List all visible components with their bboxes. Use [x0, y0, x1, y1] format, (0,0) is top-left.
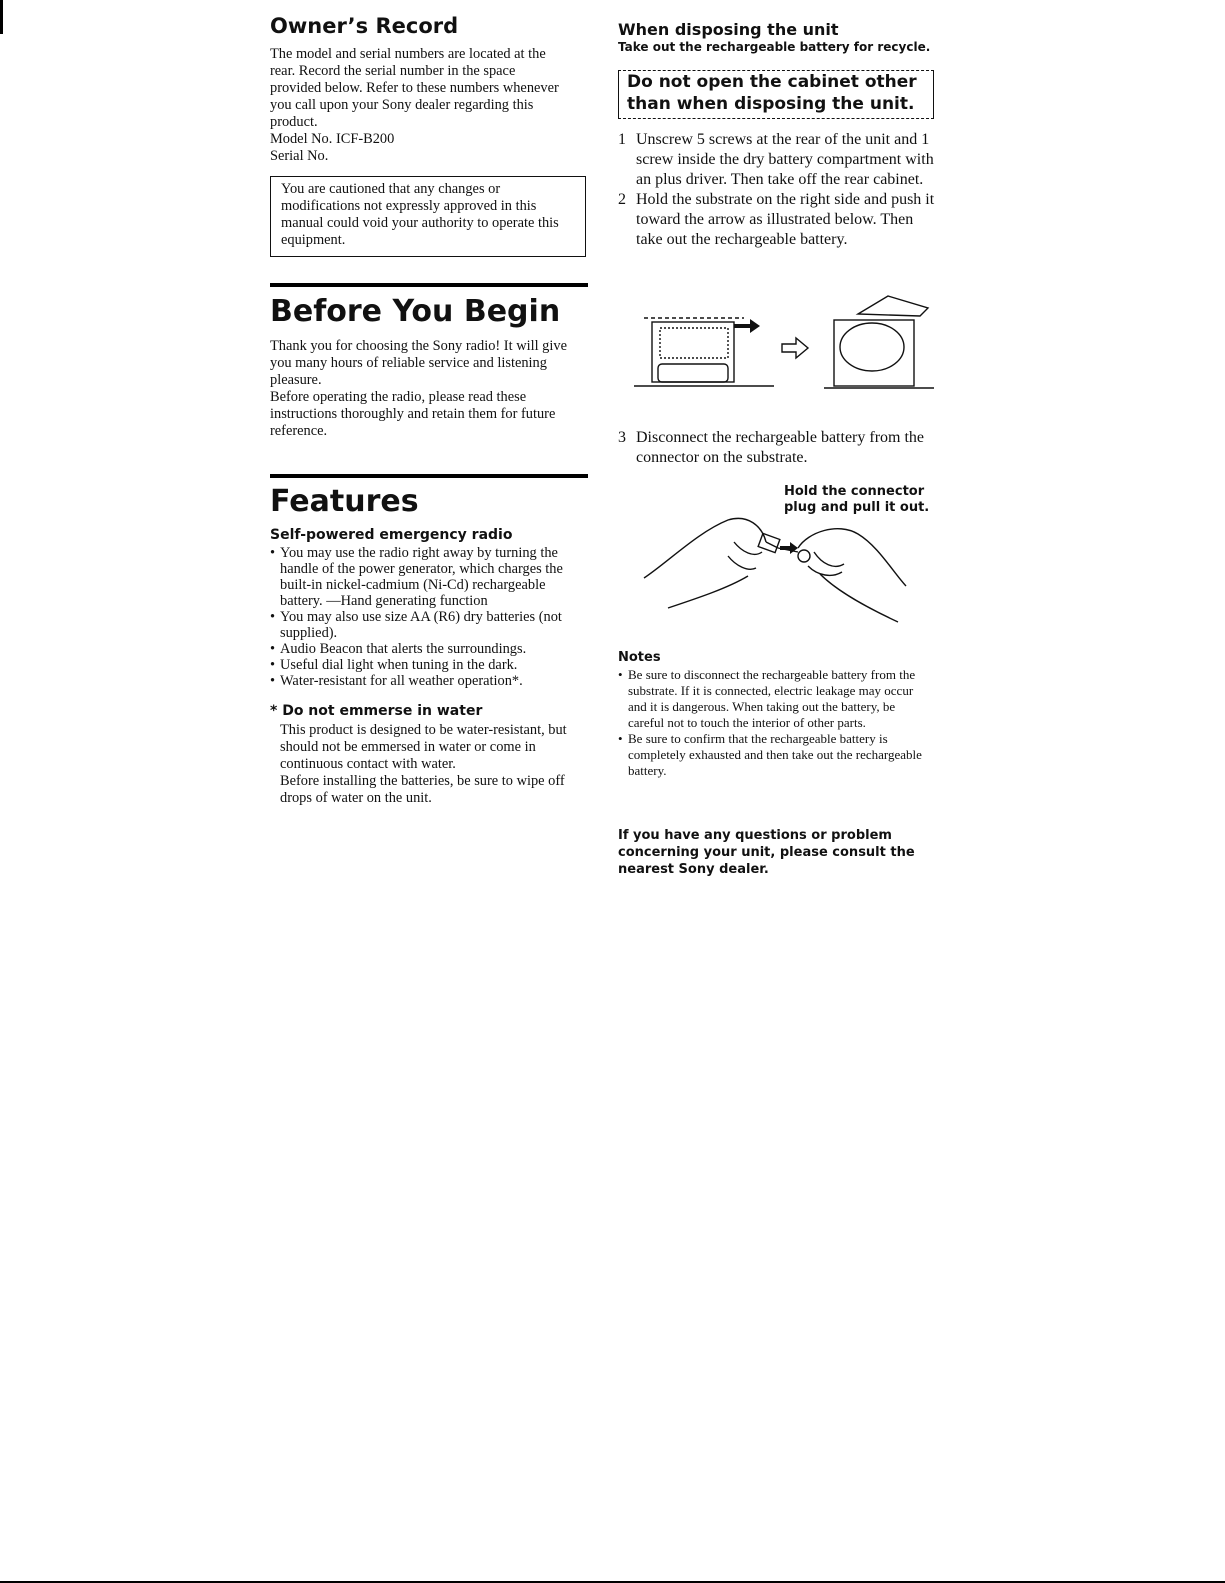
connector-hands-illustration: [638, 512, 918, 632]
features-list: [270, 545, 584, 689]
contact-dealer-text: If you have any questions or problem concerning your unit, please consult the nearest Sony dealer.: [618, 828, 915, 877]
model-number: Model No. ICF-B200: [270, 131, 395, 147]
figure-caption: Hold the connector plug and pull it out.: [784, 484, 930, 515]
before-you-begin-p1: Thank you for choosing the Sony radio! It will give you many hours of reliable service and listening pleasure.: [270, 338, 567, 388]
disposal-heading: When disposing the unit: [618, 20, 839, 39]
scan-edge-mark: [0, 0, 3, 34]
cabinet-warning-box: [618, 70, 934, 119]
caution-text: You are cautioned that any changes or modifications not expressly approved in this manual could void your authority to operate this equipment.: [281, 181, 559, 248]
cabinet-warning-text: Do not open the cabinet other than when disposing the unit.: [627, 72, 917, 114]
serial-number-label: Serial No.: [270, 148, 329, 164]
emmerse-p1: This product is designed to be water-resistant, but should not be emmersed in water or come in continuous contact with water.: [280, 722, 567, 772]
notes-heading: Notes: [618, 650, 661, 665]
feature-item: • You may also use size AA (R6) dry batteries (not supplied).: [270, 609, 584, 641]
feature-item: • Water-resistant for all weather operation*.: [270, 673, 584, 689]
disposal-subheading: Take out the rechargeable battery for recycle.: [618, 40, 931, 54]
step-text: Unscrew 5 screws at the rear of the unit and 1 screw inside the dry battery compartment with an plus driver. Then take off the rear cabinet.: [636, 131, 934, 188]
step-item: [618, 428, 940, 468]
step-text: Disconnect the rechargeable battery from the connector on the substrate.: [636, 429, 925, 466]
before-you-begin-p2: Before operating the radio, please read these instructions thoroughly and retain them for future reference.: [270, 389, 556, 439]
step-item: [618, 190, 940, 250]
step-number: 2: [618, 191, 626, 208]
features-subheading: Self-powered emergency radio: [270, 527, 513, 543]
disposal-steps-continued: [618, 428, 940, 468]
disposal-steps: [618, 130, 940, 250]
step-text: Hold the substrate on the right side and push it toward the arrow as illustrated below. Then take out the rechargeable battery.: [636, 191, 935, 248]
caution-box: [270, 176, 586, 257]
before-you-begin-heading: Before You Begin: [270, 294, 561, 329]
battery-removal-illustration: [634, 292, 934, 392]
step-item: [618, 130, 940, 190]
emmerse-warning-heading: * Do not emmerse in water: [270, 703, 483, 719]
note-item: • Be sure to disconnect the rechargeable battery from the substrate. If it is connected, electric leakage may occur and it is dangerous. When taking out the battery, be careful not to touch the interior of other parts.: [618, 667, 934, 731]
section-rule: [270, 474, 588, 478]
before-you-begin-body: [270, 338, 584, 440]
features-heading: Features: [270, 484, 419, 519]
notes-list: [618, 667, 934, 779]
step-number: 3: [618, 429, 626, 446]
feature-item: • Useful dial light when tuning in the dark.: [270, 657, 584, 673]
owners-record-heading: Owner’s Record: [270, 14, 459, 38]
emmerse-warning-body: [280, 722, 586, 807]
step-number: 1: [618, 131, 626, 148]
note-item: • Be sure to confirm that the rechargeable battery is completely exhausted and then take out the rechargeable battery.: [618, 731, 934, 779]
owners-record-text: The model and serial numbers are located at the rear. Record the serial number in the space provided below. Refer to these numbers whenever you call upon your Sony dealer regarding this product.: [270, 46, 559, 130]
section-rule: [270, 283, 588, 287]
emmerse-p2: Before installing the batteries, be sure to wipe off drops of water on the unit.: [280, 773, 565, 806]
feature-item: • You may use the radio right away by turning the handle of the power generator, which charges the built-in nickel-cadmium (Ni-Cd) rechargeable battery. —Hand generating function: [270, 545, 584, 609]
feature-item: • Audio Beacon that alerts the surroundings.: [270, 641, 584, 657]
owners-record-body: [270, 46, 570, 182]
step-item: [618, 428, 940, 468]
